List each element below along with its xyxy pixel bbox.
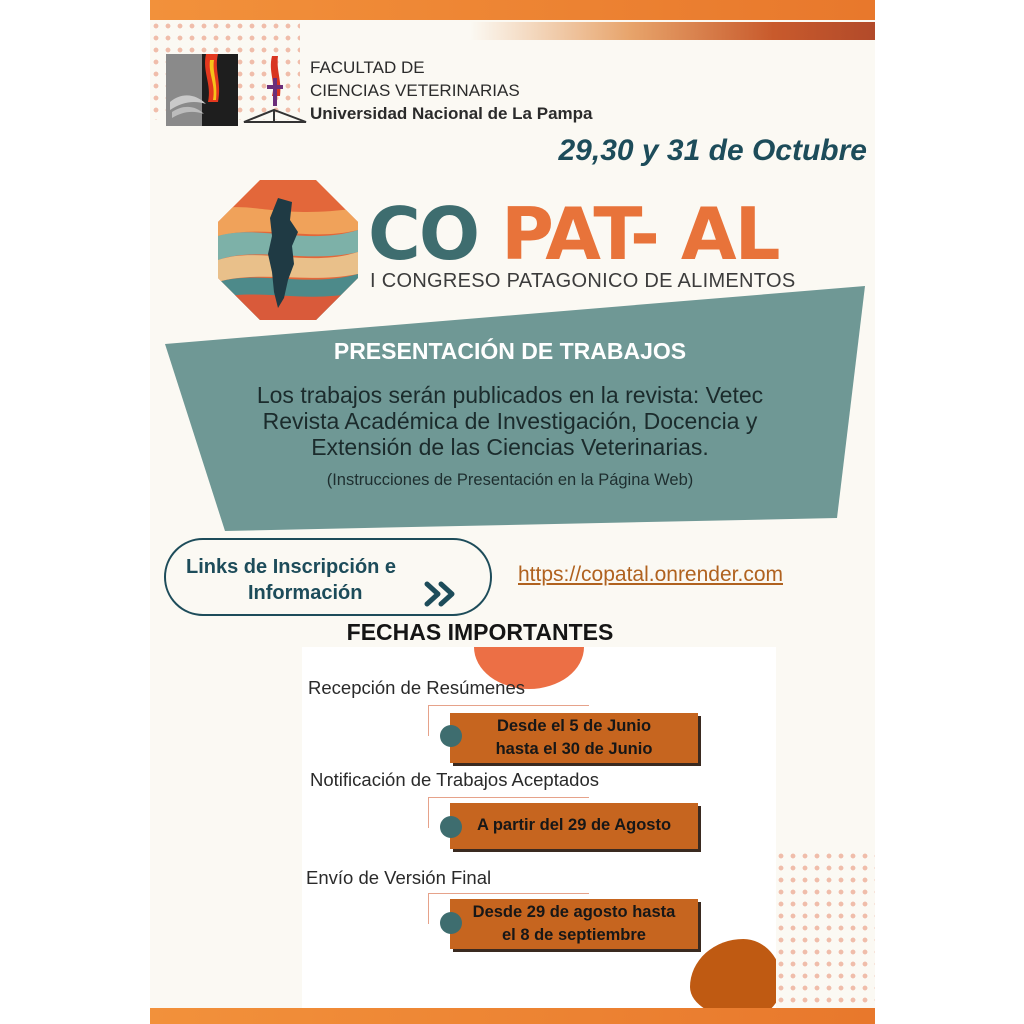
bottom-accent-bar [150,1008,875,1024]
decorative-blob [690,939,776,1008]
presentation-body-line-2: Revista Académica de Investigación, Docencia y [262,408,758,434]
presentation-body-line-1: Los trabajos serán publicados en la revista: Vetec [256,382,764,408]
faculty-line-2: CIENCIAS VETERINARIAS [310,81,520,100]
event-date: 29,30 y 31 de Octubre [558,134,867,167]
dates-timeline [302,647,776,1008]
date-label-final-version: Envío de Versión Final [306,867,492,888]
poster [150,0,875,1024]
date-label-abstracts: Recepción de Resúmenes [308,677,525,698]
important-dates-title: FECHAS IMPORTANTES [346,619,614,645]
website-link[interactable]: https://copatal.onrender.com [518,563,783,586]
timeline-dot [440,816,462,838]
top-accent-bar [150,0,875,20]
date-box-notification [450,803,698,849]
dot-pattern-bottom-right [775,850,875,1008]
university-name: Universidad Nacional de La Pampa [310,104,593,123]
date-box-final-line-2: el 8 de septiembre [502,926,646,944]
date-box-notification-line-1: A partir del 29 de Agosto [476,816,672,834]
date-box-abstracts [450,713,698,763]
faculty-name [310,56,592,125]
faculty-line-1: FACULTAD DE [310,58,425,77]
wordmark-patal: PAT- AL [501,192,779,276]
timeline-dot [440,912,462,934]
registration-info-button[interactable] [164,538,492,616]
congress-subtitle: I CONGRESO PATAGONICO DE ALIMENTOS [370,270,796,292]
copatal-wordmark [368,194,779,274]
date-box-final-line-1: Desde 29 de agosto hasta [472,903,676,921]
registration-button-line-1: Links de Inscripción e [186,556,397,578]
presentation-title: PRESENTACIÓN DE TRABAJOS [333,338,687,364]
top-gradient-strip [470,22,875,40]
wordmark-co: CO [368,192,502,276]
faculty-flame-logo [166,52,238,126]
presentation-note: (Instrucciones de Presentación en la Página Web) [326,471,694,489]
registration-button-line-2: Información [248,582,363,604]
presentation-body-line-3: Extensión de las Ciencias Veterinarias. [311,434,709,460]
double-chevron-right-icon [424,581,458,607]
date-box-abstracts-line-2: hasta el 30 de Junio [495,740,653,758]
university-book-logo [242,52,308,126]
date-label-notification: Notificación de Trabajos Aceptados [310,769,599,790]
presentation-body [190,382,830,460]
timeline-dot [440,725,462,747]
date-box-final-version [450,899,698,949]
date-box-abstracts-line-1: Desde el 5 de Junio [496,717,652,735]
